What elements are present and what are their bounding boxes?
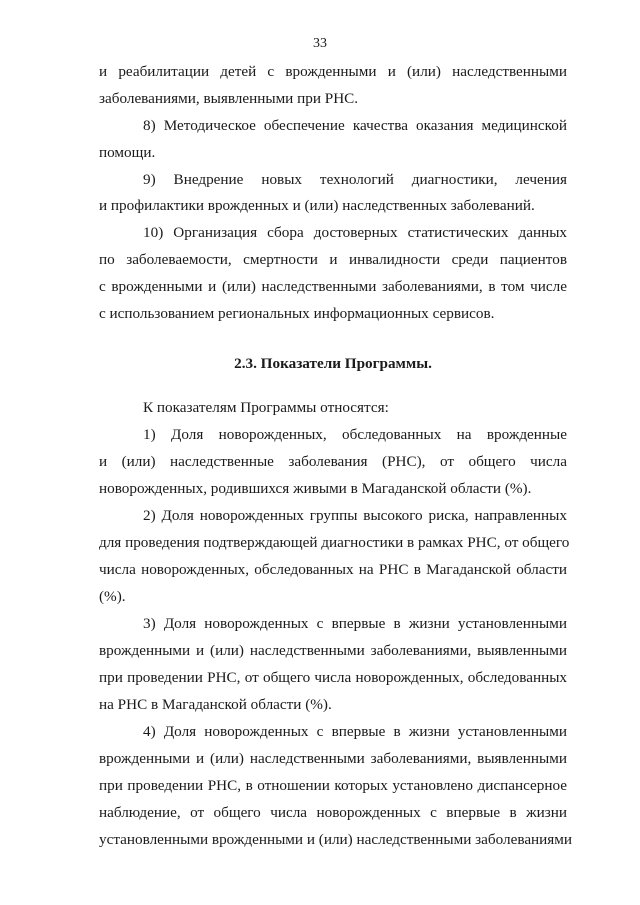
indicator-4-line: наблюдение, от общего числа новорожденных с впервые в жизни [99,804,567,821]
indicator-2-line: для проведения подтверждающей диагностики в рамках РНС, от общего [99,534,570,551]
indicator-1-line: новорожденных, родившихся живыми в Магаданской области (%). [99,480,532,497]
indicator-4-line: при проведении РНС, в отношении которых установлено диспансерное [99,777,567,794]
indicator-4-line: 4) Доля новорожденных с впервые в жизни установленными [143,723,567,740]
list-item-9-line: и профилактики врожденных и (или) наследственных заболеваний. [99,197,535,214]
indicator-3-line: врожденными и (или) наследственными заболеваниями, выявленными [99,642,567,659]
indicator-4-line: установленными врожденными и (или) наследственными заболеваниями [99,831,573,848]
list-item-10-line: по заболеваемости, смертности и инвалидности среди пациентов [99,251,567,268]
paragraph-line: и реабилитации детей с врожденными и (или) наследственными [99,63,567,80]
indicator-2-line: числа новорожденных, обследованных на РНС в Магаданской области [99,561,567,578]
list-item-8-line: 8) Методическое обеспечение качества оказания медицинской [143,117,567,134]
indicator-2-line: 2) Доля новорожденных группы высокого риска, направленных [143,507,567,524]
indicator-2-line: (%). [99,588,126,605]
section-heading: 2.3. Показатели Программы. [234,355,432,372]
section-intro: К показателям Программы относятся: [143,399,389,416]
page-number: 33 [313,36,327,51]
indicator-1-line: и (или) наследственные заболевания (РНС), от общего числа [99,453,567,470]
list-item-9-line: 9) Внедрение новых технологий диагностики, лечения [143,171,567,188]
indicator-1-line: 1) Доля новорожденных, обследованных на врожденные [143,426,567,443]
list-item-8-line: помощи. [99,144,156,161]
indicator-4-line: врожденными и (или) наследственными заболеваниями, выявленными [99,750,567,767]
list-item-10-line: с врожденными и (или) наследственными заболеваниями, в том числе [99,278,567,295]
list-item-10-line: 10) Организация сбора достоверных статистических данных [143,224,567,241]
paragraph-line: заболеваниями, выявленными при РНС. [99,90,359,107]
list-item-10-line: с использованием региональных информационных сервисов. [99,305,495,322]
indicator-3-line: на РНС в Магаданской области (%). [99,696,332,713]
indicator-3-line: при проведении РНС, от общего числа новорожденных, обследованных [99,669,567,686]
indicator-3-line: 3) Доля новорожденных с впервые в жизни установленными [143,615,567,632]
